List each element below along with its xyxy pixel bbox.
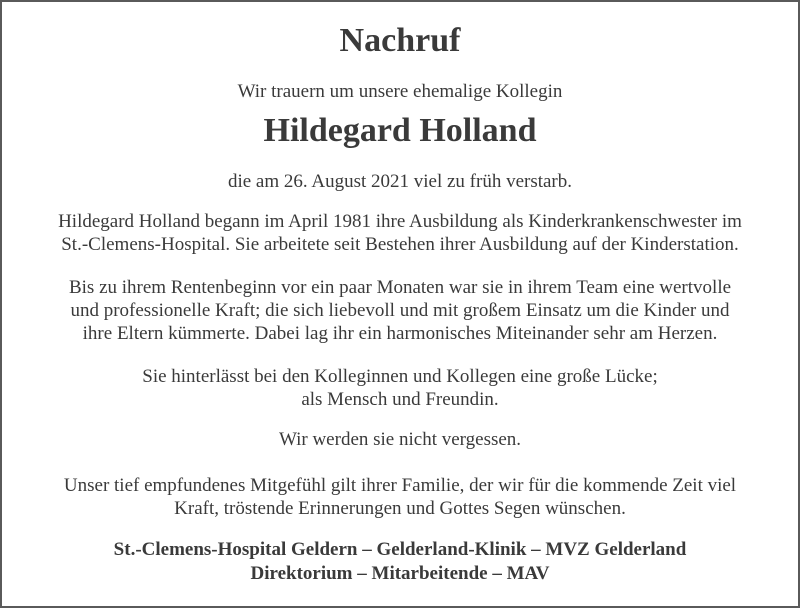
paragraph-career — [20, 210, 780, 256]
obituary-heading: Nachruf — [339, 22, 461, 59]
paragraph-line: Sie hinterlässt bei den Kolleginnen und Kollegen eine große Lücke; — [142, 366, 658, 387]
date-of-death-line: die am 26. August 2021 viel zu früh verstarb. — [227, 171, 573, 192]
paragraph-condolences — [20, 474, 780, 520]
intro-line: Wir trauern um unsere ehemalige Kollegin — [237, 81, 563, 102]
paragraph-team — [20, 276, 780, 345]
paragraph-line: ihre Eltern kümmerte. Dabei lag ihr ein harmonisches Miteinander sehr am Herzen. — [82, 323, 718, 344]
signature-groups: Direktorium – Mitarbeitende – MAV — [250, 563, 550, 584]
paragraph-line: Hildegard Holland begann im April 1981 ihre Ausbildung als Kinderkrankenschwester im — [58, 211, 742, 232]
deceased-name: Hildegard Holland — [263, 112, 537, 149]
paragraph-line: und professionelle Kraft; die sich liebevoll und mit großem Einsatz um die Kinder und — [70, 300, 730, 321]
signature-organizations: St.-Clemens-Hospital Geldern – Gelderland-Klinik – MVZ Gelderland — [113, 539, 687, 560]
paragraph-line: als Mensch und Freundin. — [301, 389, 499, 410]
paragraph-line: Unser tief empfundenes Mitgefühl gilt ihrer Familie, der wir für die kommende Zeit viel — [63, 475, 737, 496]
paragraph-line: St.-Clemens-Hospital. Sie arbeitete seit Bestehen ihrer Ausbildung auf der Kinderstation. — [61, 234, 739, 255]
paragraph-loss — [20, 365, 780, 411]
paragraph-line: Wir werden sie nicht vergessen. — [278, 429, 522, 450]
paragraph-remembrance — [20, 428, 780, 451]
paragraph-line: Kraft, tröstende Erinnerungen und Gottes Segen wünschen. — [174, 498, 626, 519]
paragraph-line: Bis zu ihrem Rentenbeginn vor ein paar Monaten war sie in ihrem Team eine wertvolle — [68, 277, 732, 298]
signature-block — [0, 538, 800, 586]
